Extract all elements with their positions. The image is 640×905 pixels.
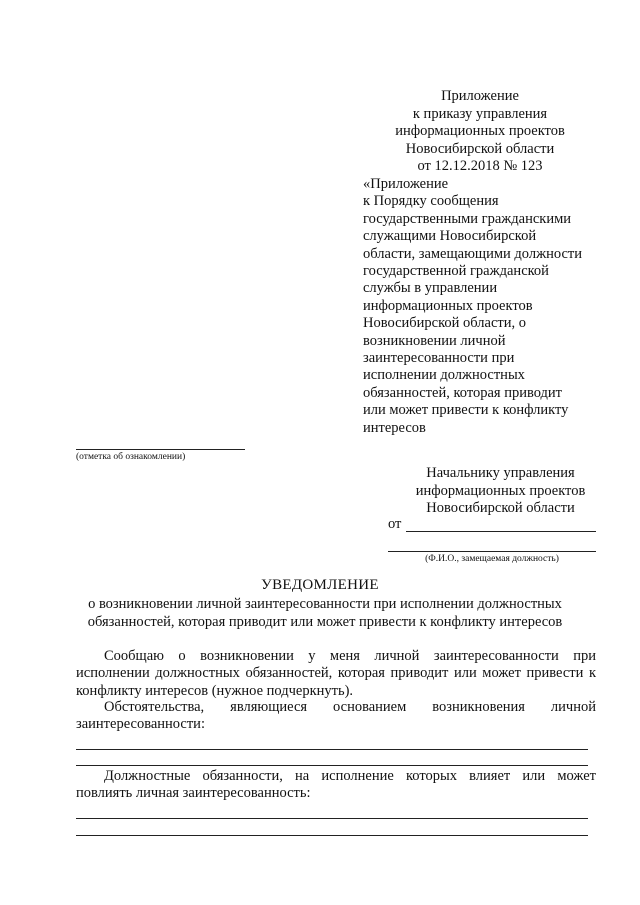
procedure-appendix	[363, 176, 603, 437]
paragraph-duties: Должностные обязанности, на исполнение которых влияет или может повлиять личная заинтересованность:	[76, 768, 596, 802]
circumstances-fill-line[interactable]	[76, 749, 588, 750]
addressee-block	[388, 465, 613, 518]
duties-fill-line[interactable]	[76, 835, 588, 836]
order-appendix-header	[380, 88, 580, 176]
procedure-line: служащими Новосибирской	[363, 228, 537, 245]
procedure-line: исполнении должностных	[363, 367, 525, 384]
order-appendix-line: к приказу управления	[412, 105, 548, 122]
procedure-line: службы в управлении	[363, 280, 498, 297]
procedure-line: государственными гражданскими	[363, 210, 572, 227]
procedure-line: возникновении личной	[363, 332, 506, 349]
acknowledgement-caption: (отметка об ознакомлении)	[76, 452, 186, 462]
procedure-line: интересов	[363, 419, 426, 436]
procedure-line: или может привести к конфликту	[363, 402, 569, 419]
circumstances-fill-line[interactable]	[76, 765, 588, 766]
order-appendix-date: от 12.12.2018 № 123	[417, 158, 543, 175]
position-field[interactable]	[388, 551, 596, 552]
from-label: от	[388, 516, 402, 532]
notice-subtitle: о возникновении личной заинтересованности при исполнении должностных обязанностей, которая приводит или может привести к конфликту интересов	[87, 596, 563, 630]
order-appendix-line: Новосибирской области	[405, 140, 555, 157]
procedure-line: к Порядку сообщения	[363, 193, 499, 210]
notice-title: УВЕДОМЛЕНИЕ	[261, 577, 379, 593]
fio-caption: (Ф.И.О., замещаемая должность)	[425, 554, 559, 564]
procedure-line: обязанностей, которая приводит	[363, 384, 563, 401]
acknowledgement-line[interactable]	[76, 449, 245, 450]
addressee-line: Начальнику управления	[426, 465, 575, 481]
paragraph-circumstances: Обстоятельства, являющиеся основанием возникновения личной заинтересованности:	[76, 699, 596, 733]
paragraph-report: Сообщаю о возникновении у меня личной заинтересованности при исполнении должностных обязанностей, которая приводит или может привести к конфликту интересов (нужное подчеркнуть).	[76, 648, 596, 699]
procedure-line: области, замещающими должности	[363, 245, 583, 262]
duties-fill-line[interactable]	[76, 818, 588, 819]
from-name-field[interactable]	[406, 531, 596, 532]
procedure-line: заинтересованности при	[363, 350, 515, 367]
procedure-line: «Приложение	[363, 176, 449, 192]
order-appendix-line: информационных проектов	[395, 123, 565, 140]
order-appendix-line: Приложение	[441, 88, 519, 104]
addressee-line: Новосибирской области	[426, 500, 575, 517]
procedure-line: Новосибирской области, о	[363, 315, 527, 332]
procedure-line: государственной гражданской	[363, 263, 549, 280]
addressee-line: информационных проектов	[415, 482, 586, 499]
procedure-line: информационных проектов	[363, 297, 533, 314]
